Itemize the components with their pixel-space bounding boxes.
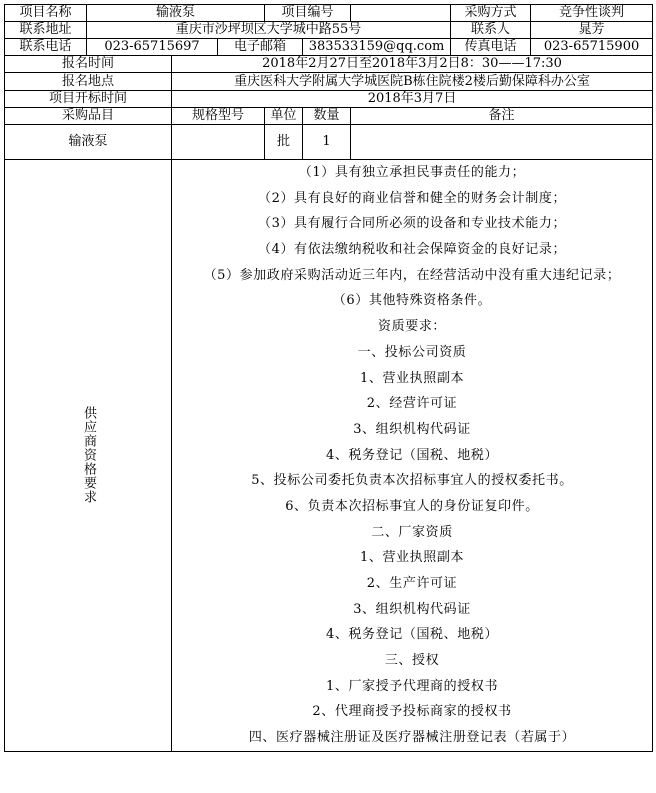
project-no-label: 项目编号: [265, 5, 351, 22]
requirement-line: 四、医疗器械注册证及医疗器械注册登记表（若属于）: [248, 730, 576, 746]
col-header-item: 采购品目: [5, 108, 172, 125]
requirement-line: （3）具有履行合同所必须的设备和专业技术能力；: [257, 216, 567, 232]
requirement-line: 4、税务登记（国税、地税）: [325, 447, 499, 463]
requirement-line: 1、厂家授予代理商的授权书: [325, 678, 499, 694]
address-value: 重庆市沙坪坝区大学城中路55号: [87, 22, 451, 39]
requirement-line: 2、代理商授予投标商家的授权书: [312, 704, 512, 720]
requirement-line: 三、授权: [384, 653, 440, 669]
fax-label: 传真电话: [451, 39, 531, 56]
address-label: 联系地址: [5, 22, 87, 39]
row-address: [5, 22, 653, 39]
requirement-line: （5）参加政府采购活动近三年内，在经营活动中没有重大违纪记录；: [203, 267, 621, 283]
signup-place-label: 报名地点: [5, 73, 172, 91]
requirement-line: （1）具有独立承担民事责任的能力；: [298, 165, 526, 180]
signup-place-value: 重庆医科大学附属大学城医院B栋住院楼2楼后勤保障科办公室: [172, 73, 653, 91]
col-header-remark: 备注: [351, 108, 653, 125]
table-row: [5, 125, 653, 160]
email-label: 电子邮箱: [218, 39, 303, 56]
col-header-unit: 单位: [265, 108, 303, 125]
row-project-name: [5, 5, 653, 22]
row-phone: [5, 39, 653, 56]
item-qty-cell: 1: [303, 125, 351, 160]
requirements-row: [5, 160, 653, 752]
item-name-cell: 输液泵: [5, 125, 172, 160]
requirement-line: （4）有依法缴纳税收和社会保障资金的良好记录；: [257, 242, 567, 258]
row-signup-time: [5, 56, 653, 73]
requirement-line: 5、投标公司委托负责本次招标事宜人的授权委托书。: [251, 473, 573, 489]
requirements-content: [172, 160, 653, 752]
contact-value: 晁芳: [531, 22, 653, 39]
requirement-line: 资质要求：: [378, 319, 447, 335]
signup-time-label: 报名时间: [5, 56, 172, 73]
phone-value: 023-65715697: [87, 39, 218, 56]
requirement-line: （6）其他特殊资格条件。: [332, 293, 492, 309]
requirements-label: 供应商资格要求: [5, 160, 172, 752]
requirement-line: 2、生产许可证: [366, 576, 458, 591]
project-no-value: [351, 5, 451, 22]
bid-open-label: 项目开标时间: [5, 91, 172, 108]
requirement-line: 3、组织机构代码证: [353, 601, 471, 617]
row-signup-place: [5, 73, 653, 91]
item-spec-cell: [172, 125, 265, 160]
item-unit-cell: 批: [265, 125, 303, 160]
requirement-line: 二、厂家资质: [371, 524, 453, 540]
purchase-method-value: 竞争性谈判: [531, 5, 653, 22]
requirement-line: 2、经营许可证: [366, 396, 458, 412]
procurement-form-table: [4, 4, 653, 752]
fax-value: 023-65715900: [531, 39, 653, 56]
row-bid-open: [5, 91, 653, 108]
email-value: 383533159@qq.com: [303, 39, 451, 56]
requirement-line: 1、营业执照副本: [359, 370, 465, 386]
contact-label: 联系人: [451, 22, 531, 39]
requirement-line: （2）具有良好的商业信誉和健全的财务会计制度；: [257, 190, 567, 206]
requirement-line: 1、营业执照副本: [359, 550, 465, 566]
phone-label: 联系电话: [5, 39, 87, 56]
project-name-value: 输液泵: [87, 5, 265, 22]
requirement-line: 6、负责本次招标事宜人的身份证复印件。: [285, 498, 539, 514]
bid-open-value: 2018年3月7日: [172, 91, 653, 108]
requirement-line: 一、投标公司资质: [357, 344, 467, 360]
project-name-label: 项目名称: [5, 5, 87, 22]
col-header-qty: 数量: [303, 108, 351, 125]
signup-time-value: 2018年2月27日至2018年3月2日8：30——17:30: [172, 56, 653, 73]
item-remark-cell: [351, 125, 653, 160]
purchase-method-label: 采购方式: [451, 5, 531, 22]
requirement-line: 3、组织机构代码证: [353, 421, 471, 437]
col-header-spec: 规格型号: [172, 108, 265, 125]
requirement-line: 4、税务登记（国税、地税）: [325, 627, 499, 643]
items-header-row: [5, 108, 653, 125]
